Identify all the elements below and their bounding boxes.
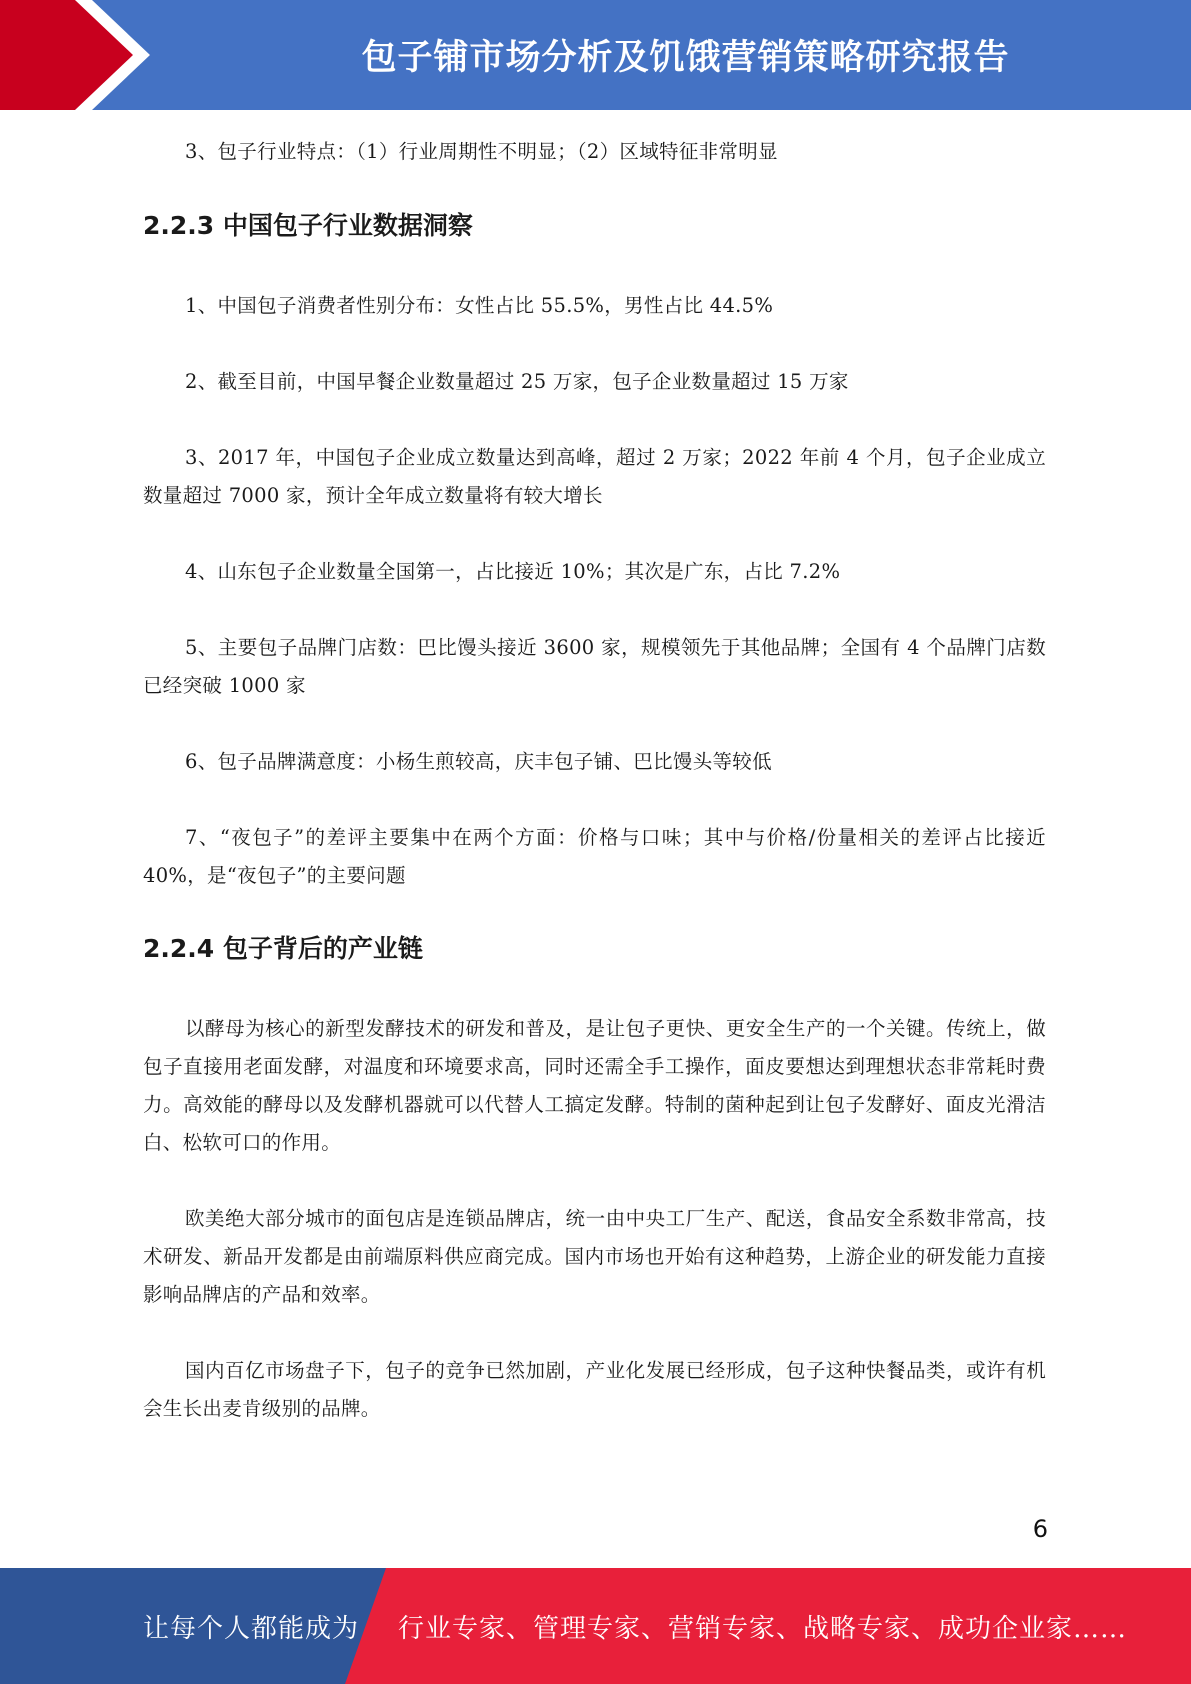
paragraph-market-outlook: 国内百亿市场盘子下，包子的竞争已然加剧，产业化发展已经形成，包子这种快餐品类，或许有机会生长出麦肯级别的品牌。 [143,1359,1046,1420]
list-item-gender-distribution: 1、中国包子消费者性别分布：女性占比 55.5%，男性占比 44.5% [185,294,774,317]
paragraph-yeast-technology: 以酵母为核心的新型发酵技术的研发和普及，是让包子更快、更安全生产的一个关键。传统上，做包子直接用老面发酵，对温度和环境要求高，同时还需全手工操作，面皮要想达到理想状态非常耗时费力。高效能的酵母以及发酵机器就可以代替人工搞定发酵。特制的菌种起到让包子发酵好、面皮光滑洁白、松软可口的作用。 [143,1017,1046,1154]
red-chevron [0,0,150,110]
list-item-enterprise-count: 2、截至目前，中国早餐企业数量超过 25 万家，包子企业数量超过 15 万家 [185,370,849,393]
header-banner [0,0,1191,110]
list-item-establishment-peak: 3、2017 年，中国包子企业成立数量达到高峰，超过 2 万家；2022 年前 4 个月，包子企业成立数量超过 7000 家，预计全年成立数量将有较大增长 [143,446,1046,507]
paragraph-industry-features: 3、包子行业特点：（1）行业周期性不明显；（2）区域特征非常明显 [185,140,778,163]
list-item-brand-stores: 5、主要包子品牌门店数：巴比馒头接近 3600 家，规模领先于其他品牌；全国有 4 个品牌门店数已经突破 1000 家 [143,636,1046,697]
footer-banner [0,1568,1191,1684]
report-title: 包子铺市场分析及饥饿营销策略研究报告 [361,38,1010,78]
footer-slogan-left: 让每个人都能成为 [143,1613,360,1644]
paragraph-central-factory: 欧美绝大部分城市的面包店是连锁品牌店，统一由中央工厂生产、配送，食品安全系数非常高，技术研发、新品开发都是由前端原料供应商完成。国内市场也开始有这种趋势，上游企业的研发能力直接影响品牌店的产品和效率。 [143,1207,1046,1306]
footer-slogan-right: 行业专家、管理专家、营销专家、战略专家、成功企业家…… [398,1613,1128,1644]
section-heading-2-2-3: 2.2.3 中国包子行业数据洞察 [143,211,473,240]
section-heading-2-2-4: 2.2.4 包子背后的产业链 [143,934,423,963]
page-number: 6 [1032,1515,1048,1543]
list-item-night-buns-reviews: 7、“夜包子”的差评主要集中在两个方面：价格与口味；其中与价格/份量相关的差评占比接近 40%，是“夜包子”的主要问题 [143,826,1046,887]
header-chevron-decoration [0,0,160,110]
list-item-regional-share: 4、山东包子企业数量全国第一，占比接近 10%；其次是广东，占比 7.2% [185,560,841,583]
list-item-brand-satisfaction: 6、包子品牌满意度：小杨生煎较高，庆丰包子铺、巴比馒头等较低 [185,750,772,773]
